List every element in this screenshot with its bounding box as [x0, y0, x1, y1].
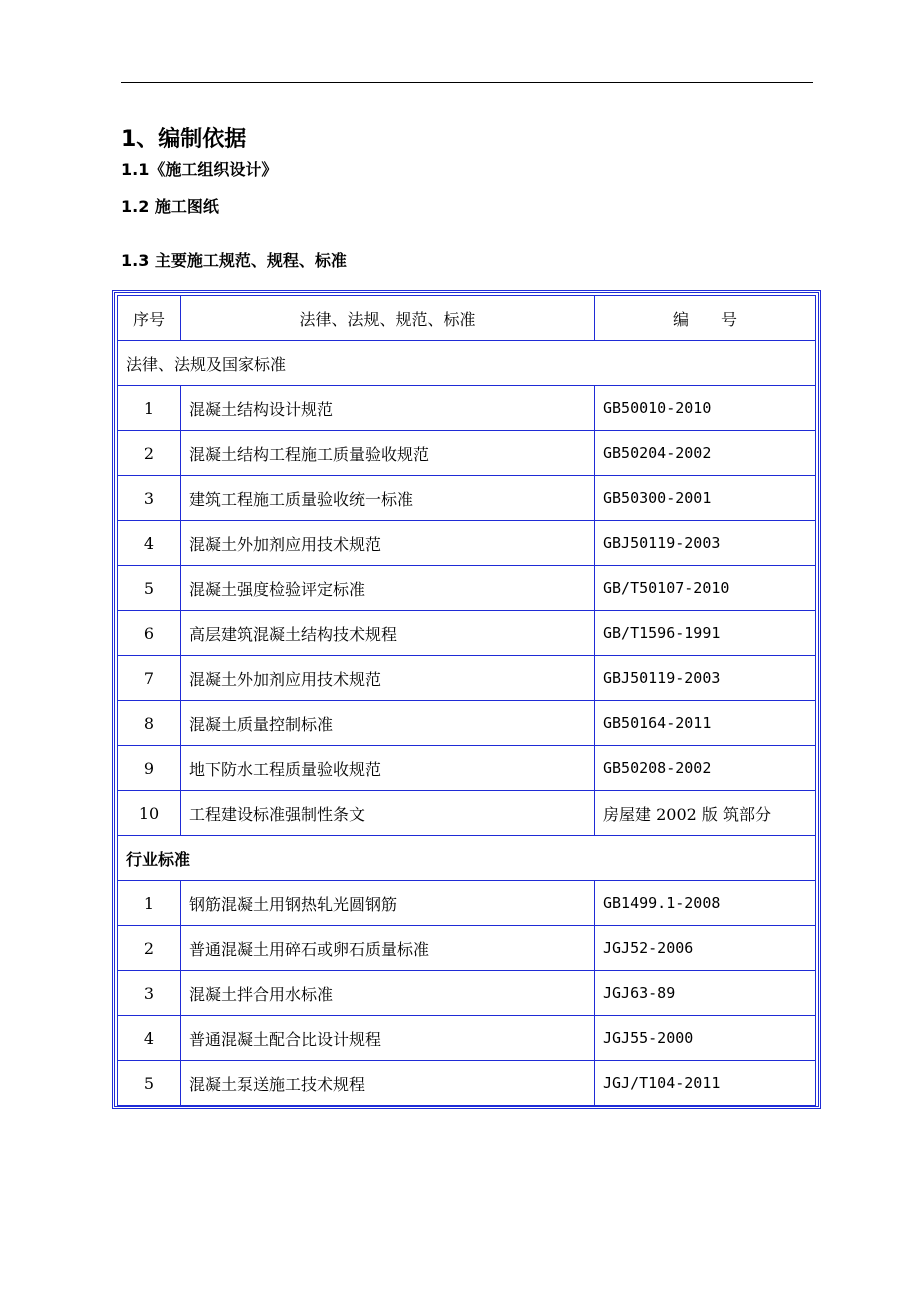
standard-code: JGJ52-2006 [595, 926, 816, 971]
row-number: 5 [118, 566, 181, 611]
standards-table-frame [112, 290, 821, 1109]
table-row [118, 521, 816, 566]
row-number: 9 [118, 746, 181, 791]
section-row [118, 341, 816, 386]
standard-code: GB50164-2011 [595, 701, 816, 746]
standard-code: GB/T1596-1991 [595, 611, 816, 656]
standard-name: 混凝土结构工程施工质量验收规范 [181, 431, 595, 476]
row-number: 6 [118, 611, 181, 656]
standard-code: GBJ50119-2003 [595, 521, 816, 566]
row-number: 1 [118, 881, 181, 926]
section-row [118, 836, 816, 881]
standard-code: GB/T50107-2010 [595, 566, 816, 611]
row-number: 3 [118, 476, 181, 521]
standard-code: JGJ/T104-2011 [595, 1061, 816, 1106]
table-row [118, 611, 816, 656]
section-title: 行业标准 [118, 836, 816, 881]
table-row [118, 791, 816, 836]
standard-code: GB1499.1-2008 [595, 881, 816, 926]
standard-name: 混凝土强度检验评定标准 [181, 566, 595, 611]
table-row [118, 701, 816, 746]
table-row [118, 971, 816, 1016]
standard-name: 混凝土结构设计规范 [181, 386, 595, 431]
header-code: 编 号 [595, 296, 816, 341]
table-row [118, 881, 816, 926]
table-header-row [118, 296, 816, 341]
row-number: 7 [118, 656, 181, 701]
standard-code: JGJ55-2000 [595, 1016, 816, 1061]
row-number: 10 [118, 791, 181, 836]
table-row [118, 1016, 816, 1061]
standard-name: 混凝土外加剂应用技术规范 [181, 521, 595, 566]
subheading-standards: 1.3 主要施工规范、规程、标准 [121, 251, 347, 270]
standard-name: 普通混凝土用碎石或卵石质量标准 [181, 926, 595, 971]
table-row [118, 476, 816, 521]
standard-name: 混凝土质量控制标准 [181, 701, 595, 746]
standard-name: 混凝土泵送施工技术规程 [181, 1061, 595, 1106]
standard-code: GB50010-2010 [595, 386, 816, 431]
standard-code: GBJ50119-2003 [595, 656, 816, 701]
section-heading: 1、编制依据 [121, 127, 247, 152]
table-row [118, 746, 816, 791]
standard-code: 房屋建 2002 版 筑部分 [595, 791, 816, 836]
row-number: 4 [118, 1016, 181, 1061]
row-number: 2 [118, 431, 181, 476]
standard-code: GB50300-2001 [595, 476, 816, 521]
row-number: 2 [118, 926, 181, 971]
table-row [118, 431, 816, 476]
subheading-drawings: 1.2 施工图纸 [121, 197, 219, 216]
row-number: 3 [118, 971, 181, 1016]
row-number: 4 [118, 521, 181, 566]
table-row [118, 656, 816, 701]
row-number: 8 [118, 701, 181, 746]
header-seq: 序号 [118, 296, 181, 341]
standard-name: 普通混凝土配合比设计规程 [181, 1016, 595, 1061]
standard-name: 混凝土拌合用水标准 [181, 971, 595, 1016]
standard-code: GB50208-2002 [595, 746, 816, 791]
standard-name: 高层建筑混凝土结构技术规程 [181, 611, 595, 656]
standard-name: 地下防水工程质量验收规范 [181, 746, 595, 791]
standard-name: 建筑工程施工质量验收统一标准 [181, 476, 595, 521]
standard-name: 工程建设标准强制性条文 [181, 791, 595, 836]
page-header-rule [121, 82, 813, 83]
table-row [118, 1061, 816, 1106]
standard-name: 混凝土外加剂应用技术规范 [181, 656, 595, 701]
row-number: 1 [118, 386, 181, 431]
header-name: 法律、法规、规范、标准 [181, 296, 595, 341]
standard-code: GB50204-2002 [595, 431, 816, 476]
section-title: 法律、法规及国家标准 [118, 341, 816, 386]
table-row [118, 386, 816, 431]
row-number: 5 [118, 1061, 181, 1106]
table-row [118, 926, 816, 971]
standard-name: 钢筋混凝土用钢热轧光圆钢筋 [181, 881, 595, 926]
table-row [118, 566, 816, 611]
standard-code: JGJ63-89 [595, 971, 816, 1016]
standards-table [117, 295, 816, 1106]
subheading-construction-design: 1.1《施工组织设计》 [121, 160, 278, 179]
